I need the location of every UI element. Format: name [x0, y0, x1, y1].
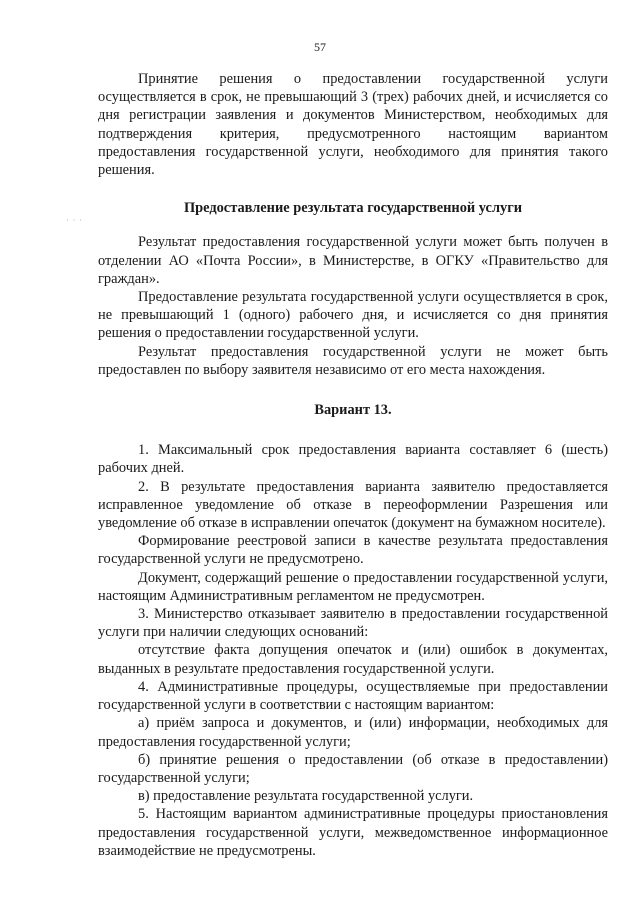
- variant-paragraph-3: Формирование реестровой записи в качестве результата предоставления государственной услуги не предусмотрено.: [98, 533, 608, 568]
- section-heading-result: Предоставление результата государственной услуги: [183, 200, 523, 217]
- variant-paragraph-2: 2. В результате предоставления варианта заявителю предоставляется исправленное уведомление об отказе в переоформлении Разрешения или уведомление об отказе в исправлении опечаток (документ на бумажном носителе).: [98, 478, 608, 532]
- variant-paragraph-6: отсутствие факта допущения опечаток и (или) ошибок в документах, выданных в результате предоставления государственной услуги.: [98, 642, 608, 677]
- variant-paragraph-4: Документ, содержащий решение о предоставлении государственной услуги, настоящим Административным регламентом не предусмотрен.: [98, 569, 608, 604]
- paragraph-result-term: Предоставление результата государственной услуги осуществляется в срок, не превышающий 1 (одного) рабочего дня, и исчисляется со дня принятия решения о предоставлении государственной услуги.: [98, 289, 608, 342]
- variant-paragraph-5: 3. Министерство отказывает заявителю в предоставлении государственной услуги при наличии следующих оснований:: [98, 606, 608, 641]
- page-number: 57: [314, 40, 326, 54]
- variant-paragraph-7: 4. Административные процедуры, осуществляемые при предоставлении государственной услуги в соответствии с настоящим вариантом:: [98, 678, 608, 714]
- paragraph-decision-term: Принятие решения о предоставлении государственной услуги осуществляется в срок, не превышающий 3 (трех) рабочих дней, и исчисляется со дня регистрации заявления и документов Министерством, необходимых для подтверждения критерия, предусмотренного настоящим вариантом предоставления государственной услуги, необходимого для принятия такого решения.: [98, 71, 608, 179]
- variant-paragraph-8: а) приём запроса и документов, и (или) информации, необходимых для предоставления государственной услуги;: [98, 715, 608, 750]
- variant-paragraph-9: б) принятие решения о предоставлении (об отказе в предоставлении) государственной услуги;: [98, 751, 608, 786]
- paragraph-result-location: Результат предоставления государственной услуги может быть получен в отделении АО «Почта России», в Министерстве, в ОГКУ «Правительство для граждан».: [98, 234, 608, 287]
- variant-paragraph-1: 1. Максимальный срок предоставления варианта составляет 6 (шесть) рабочих дней.: [98, 442, 608, 477]
- variant-heading: Вариант 13.: [314, 402, 392, 419]
- variant-paragraph-10: в) предоставление результата государственной услуги.: [138, 788, 474, 805]
- variant-paragraph-11: 5. Настоящим вариантом административные процедуры приостановления предоставления государственной услуги, межведомственное информационное взаимодействие не предусмотрены.: [98, 806, 608, 859]
- paragraph-result-choice: Результат предоставления государственной услуги не может быть предоставлен по выбору заявителя независимо от его места нахождения.: [98, 343, 608, 378]
- margin-mark: · · ·: [66, 216, 83, 225]
- document-body: [98, 70, 608, 860]
